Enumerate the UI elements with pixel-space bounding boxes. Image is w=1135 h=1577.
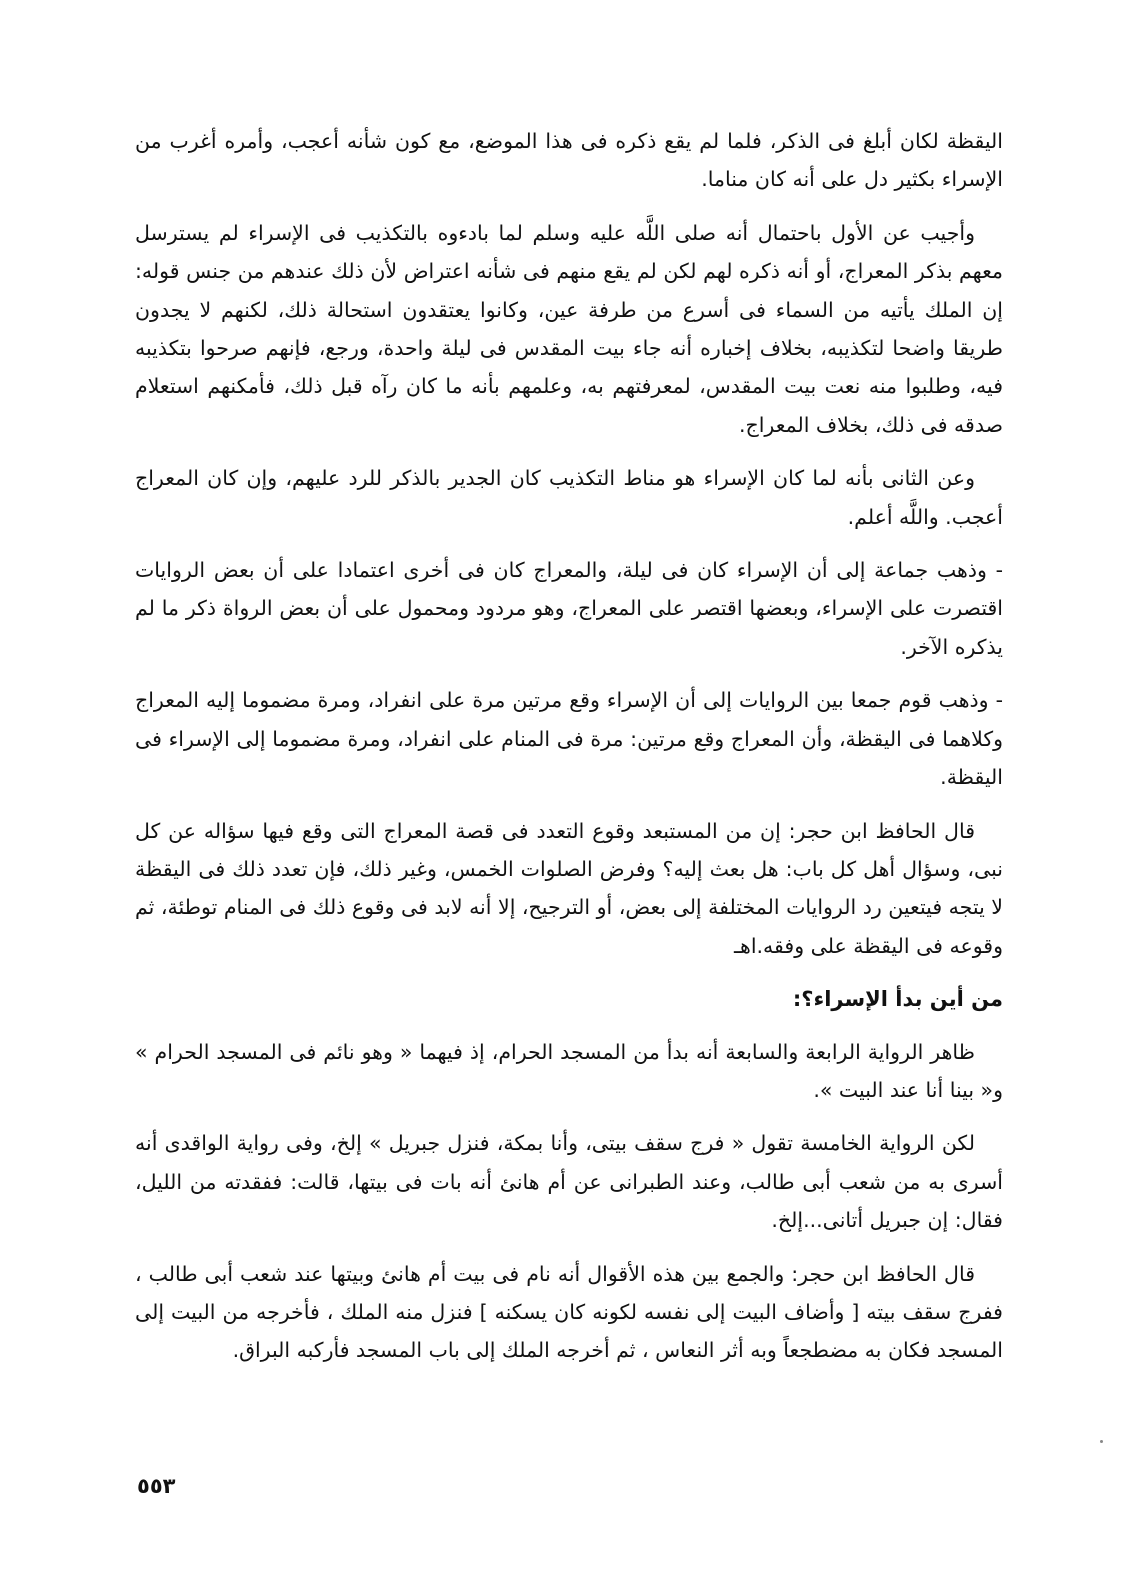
paragraph-2: وأجيب عن الأول باحتمال أنه صلى اللَّه عليه وسلم لما بادءوه بالتكذيب فى الإسراء لم يسترسل معهم بذكر المعراج، أو أنه ذكره لهم لكن لم يقع منهم فى شأنه اعتراض لأن ذلك عندهم من جنس قوله: إن الملك يأتيه من السماء فى أسرع من طرفة عين، وكانوا يعتقدون استحالة ذلك، لكنهم لا يجدون طريقا واضحا لتكذيبه، بخلاف إخباره أنه جاء بيت المقدس فى ليلة واحدة، ورجع، فإنهم صرحوا بتكذيبه فيه، وطلبوا منه نعت بيت المقدس، لمعرفتهم به، وعلمهم بأنه ما كان رآه قبل ذلك، فأمكنهم استعلام صدقه فى ذلك، بخلاف المعراج. xyxy=(135,220,1003,437)
paragraph-1: اليقظة لكان أبلغ فى الذكر، فلما لم يقع ذكره فى هذا الموضع، مع كون شأنه أعجب، وأمره أغرب من الإسراء بكثير دل على أنه كان مناما. xyxy=(135,129,1003,192)
page-number: ٥٥٣ xyxy=(137,1474,176,1498)
paragraph-3: وعن الثانى بأنه لما كان الإسراء هو مناط التكذيب كان الجدير بالذكر للرد عليهم، وإن كان المعراج أعجب. واللَّه أعلم. xyxy=(135,466,1003,529)
paragraph-4: - وذهب جماعة إلى أن الإسراء كان فى ليلة، والمعراج كان فى أخرى اعتمادا على أن بعض الروايات اقتصرت على الإسراء، وبعضها اقتصر على المعراج، وهو مردود ومحمول على أن بعض الرواة ذكر ما لم يذكره الآخر. xyxy=(135,558,1003,659)
paragraph-6: قال الحافظ ابن حجر: إن من المستبعد وقوع التعدد فى قصة المعراج التى وقع فيها سؤاله عن كل نبى، وسؤال أهل كل باب: هل بعث إليه؟ وفرض الصلوات الخمس، وغير ذلك، فإن تعدد ذلك فى اليقظة لا يتجه فيتعين رد الروايات المختلفة إلى بعض، أو الترجيح، إلا أنه لابد فى وقوع ذلك فى المنام توطئة، ثم وقوعه فى اليقظة على وفقه.اهـ xyxy=(135,818,1003,958)
section-heading: من أين بدأ الإسراء؟: xyxy=(792,987,1003,1012)
paragraph-9: قال الحافظ ابن حجر: والجمع بين هذه الأقوال أنه نام فى بيت أم هانئ وبيتها عند شعب أبى طالب ، ففرج سقف بيته [ وأضاف البيت إلى نفسه لكونه كان يسكنه ] فنزل منه الملك ، فأخرجه من البيت إلى المسجد فكان به مضطجعاً وبه أثر النعاس ، ثم أخرجه الملك إلى باب المسجد فأركبه البراق. xyxy=(135,1261,1003,1363)
body-text xyxy=(135,122,1003,1385)
scan-speck xyxy=(1100,1440,1103,1443)
paragraph-8: لكن الرواية الخامسة تقول « فرج سقف بيتى، وأنا بمكة، فنزل جبريل » إلخ، وفى رواية الواقدى أنه أسرى به من شعب أبى طالب، وعند الطبرانى عن أم هانئ أنه بات فى بيتها، قالت: ففقدته من الليل، فقال: إن جبريل أتانى...إلخ. xyxy=(135,1131,1003,1233)
paragraph-5: - وذهب قوم جمعا بين الروايات إلى أن الإسراء وقع مرتين مرة على انفراد، ومرة مضموما إليه المعراج وكلاهما فى اليقظة، وأن المعراج وقع مرتين: مرة فى المنام على انفراد، ومرة مضموما إلى الإسراء فى اليقظة. xyxy=(135,688,1003,790)
paragraph-7: ظاهر الرواية الرابعة والسابعة أنه بدأ من المسجد الحرام، إذ فيهما « وهو نائم فى المسجد الحرام » و« بينا أنا عند البيت ». xyxy=(135,1039,1003,1102)
